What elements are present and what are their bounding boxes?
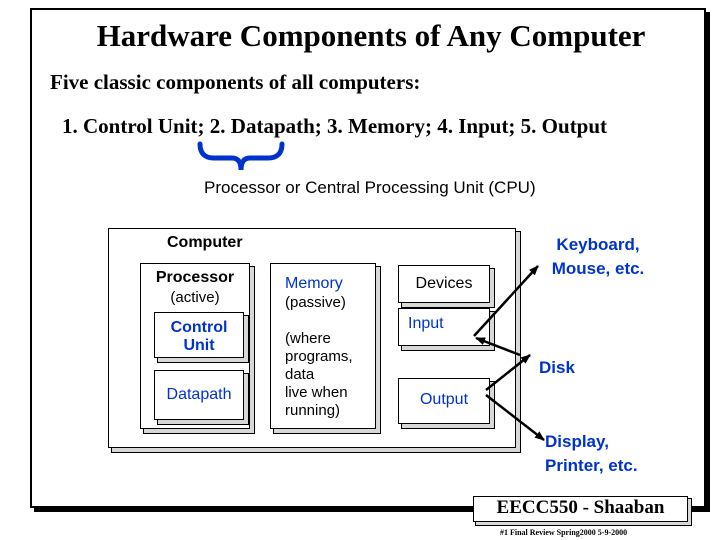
memory-note-line-5: running): [285, 402, 341, 419]
control-unit-line-2: Unit: [183, 337, 215, 354]
input-label: Input: [408, 315, 444, 332]
memory-title: Memory: [285, 275, 343, 292]
keyboard-label-line-2: Mouse, etc.: [551, 259, 645, 278]
processor-subtitle: (active): [170, 289, 220, 306]
keyboard-arrow: [474, 266, 538, 336]
components-list: 1. Control Unit; 2. Datapath; 3. Memory; 4. Input; 5. Output: [62, 114, 608, 138]
memory-note-line-2: programs,: [285, 348, 353, 365]
keyboard-label-line-1: Keyboard,: [556, 235, 640, 254]
display-label-line-1: Display,: [545, 432, 609, 451]
footer-note: #1 Final Review Spring2000 5-9-2000: [500, 528, 628, 537]
footer-badge: EECC550 - Shaaban: [496, 497, 665, 518]
memory-note-line-3: data: [285, 366, 315, 383]
slide-subtitle: Five classic components of all computers:: [50, 70, 421, 94]
memory-subtitle: (passive): [285, 294, 346, 311]
memory-note-line-4: live when: [285, 384, 348, 401]
output-label: Output: [419, 391, 469, 408]
control-unit-line-1: Control: [170, 319, 228, 336]
computer-label: Computer: [167, 234, 243, 251]
disk-arrow-out: [486, 355, 530, 390]
display-arrow: [486, 395, 544, 440]
cpu-label: Processor or Central Processing Unit (CPU): [204, 178, 536, 197]
disk-arrow-in: [476, 338, 520, 355]
memory-note-line-1: (where: [285, 330, 331, 347]
devices-title: Devices: [415, 275, 473, 292]
datapath-label: Datapath: [166, 386, 232, 403]
processor-title: Processor: [155, 269, 235, 286]
display-label-line-2: Printer, etc.: [545, 456, 638, 475]
slide-title: Hardware Components of Any Computer: [96, 18, 646, 53]
disk-label: Disk: [539, 358, 575, 377]
